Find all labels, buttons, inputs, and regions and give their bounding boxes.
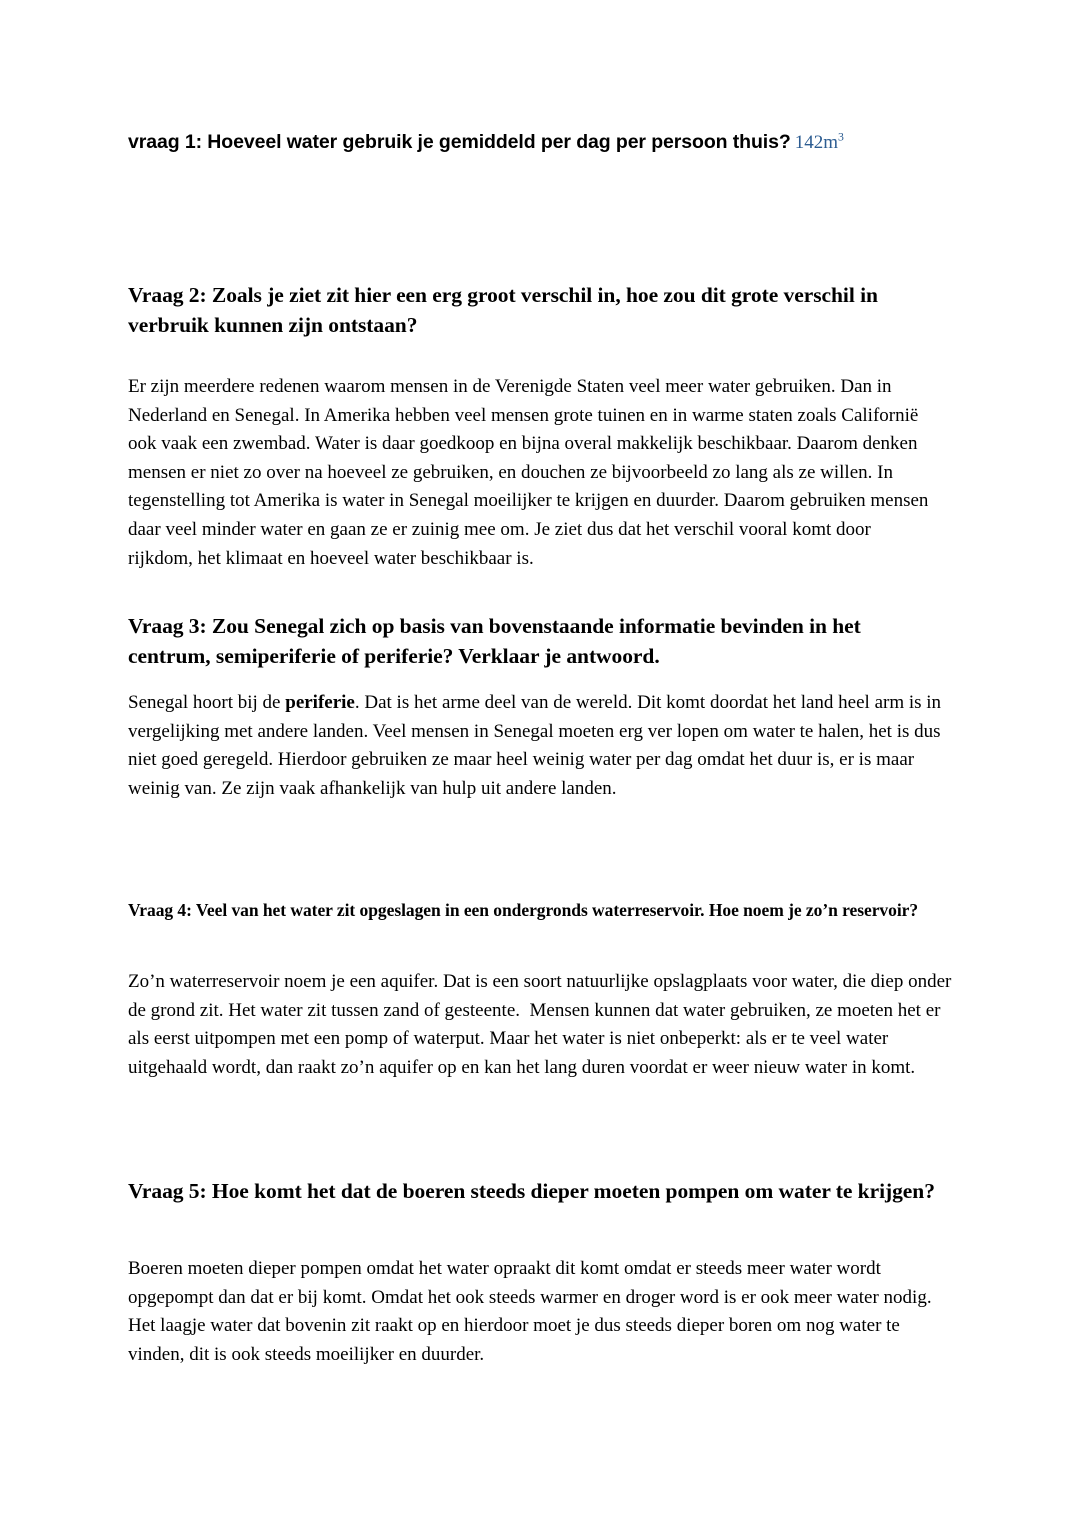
- question-1-block: [128, 131, 968, 154]
- question-2-heading: Vraag 2: Zoals je ziet zit hier een erg groot verschil in, hoe zou dit grote verschil in verbruik kunnen zijn ontstaan?: [128, 283, 878, 337]
- question-4-heading: Vraag 4: Veel van het water zit opgeslagen in een ondergronds waterreservoir. Hoe noem je zo’n reservoir?: [128, 900, 919, 920]
- question-3-heading: Vraag 3: Zou Senegal zich op basis van bovenstaande informatie bevinden in het centrum, semiperiferie of periferie? Verklaar je antwoord.: [128, 614, 861, 668]
- question-5-answer: Boeren moeten dieper pompen omdat het water opraakt dit komt omdat er steeds meer water wordt opgepompt dan dat er bij komt. Omdat het ook steeds warmer en droger word is er ook meer water nodig. Het laagje water dat bovenin zit raakt op en hierdoor moet je dus steeds dieper boren om nog water te vinden, dit is ook steeds moeilijker en duurder.: [128, 1258, 937, 1365]
- question-2-answer: Er zijn meerdere redenen waarom mensen in de Verenigde Staten veel meer water gebruiken. Dan in Nederland en Senegal. In Amerika hebben veel mensen grote tuinen en in warme staten zoals Californië ook vaak een zwembad. Water is daar goedkoop en bijna overal makkelijk beschikbaar. Daarom denken mensen er niet zo over na hoeveel ze gebruiken, en douchen ze bijvoorbeeld zo lang als ze willen. In tegenstelling tot Amerika is water in Senegal moeilijker te krijgen en duurder. Daarom gebruiken mensen daar veel minder water en gaan ze er zuinig mee om. Je ziet dus dat het verschil vooral komt door rijkdom, het klimaat en hoeveel water beschikbaar is.: [128, 376, 934, 569]
- question-3-answer-emphasis: periferie: [285, 692, 355, 713]
- question-3-answer-part1: Senegal hoort bij de: [128, 692, 286, 713]
- question-1-answer-value: 142m: [794, 132, 838, 153]
- question-3-answer: [128, 689, 950, 803]
- question-3-answer-part2: . Dat is het arme deel van de wereld. Dit komt doordat het land heel arm is in vergelijking met andere landen. Veel mensen in Senegal moeten erg ver lopen om water te halen, het is dus niet goed geregeld. Hierdoor gebruiken ze maar heel weinig water per dag omdat het duur is, er is maar weinig van. Ze zijn vaak afhankelijk van hulp uit andere landen.: [128, 692, 946, 799]
- question-1-answer-exponent: 3: [837, 130, 844, 144]
- question-1-heading: vraag 1: Hoeveel water gebruik je gemiddeld per dag per persoon thuis?: [128, 131, 791, 153]
- question-4-answer: Zo’n waterreservoir noem je een aquifer. Dat is een soort natuurlijke opslagplaats voor water, die diep onder de grond zit. Het water zit tussen zand of gesteente. Mensen kunnen dat water gebruiken, ze moeten het er als eerst uitpompen met een pomp of waterput. Maar het water is niet onbeperkt: als er te veel water uitgehaald wordt, dan raakt zo’n aquifer op en kan het lang duren voordat er weer nieuw water in komt.: [128, 971, 957, 1078]
- question-5-heading: Vraag 5: Hoe komt het dat de boeren steeds dieper moeten pompen om water te krijgen?: [128, 1179, 935, 1203]
- question-1-answer: [795, 132, 844, 153]
